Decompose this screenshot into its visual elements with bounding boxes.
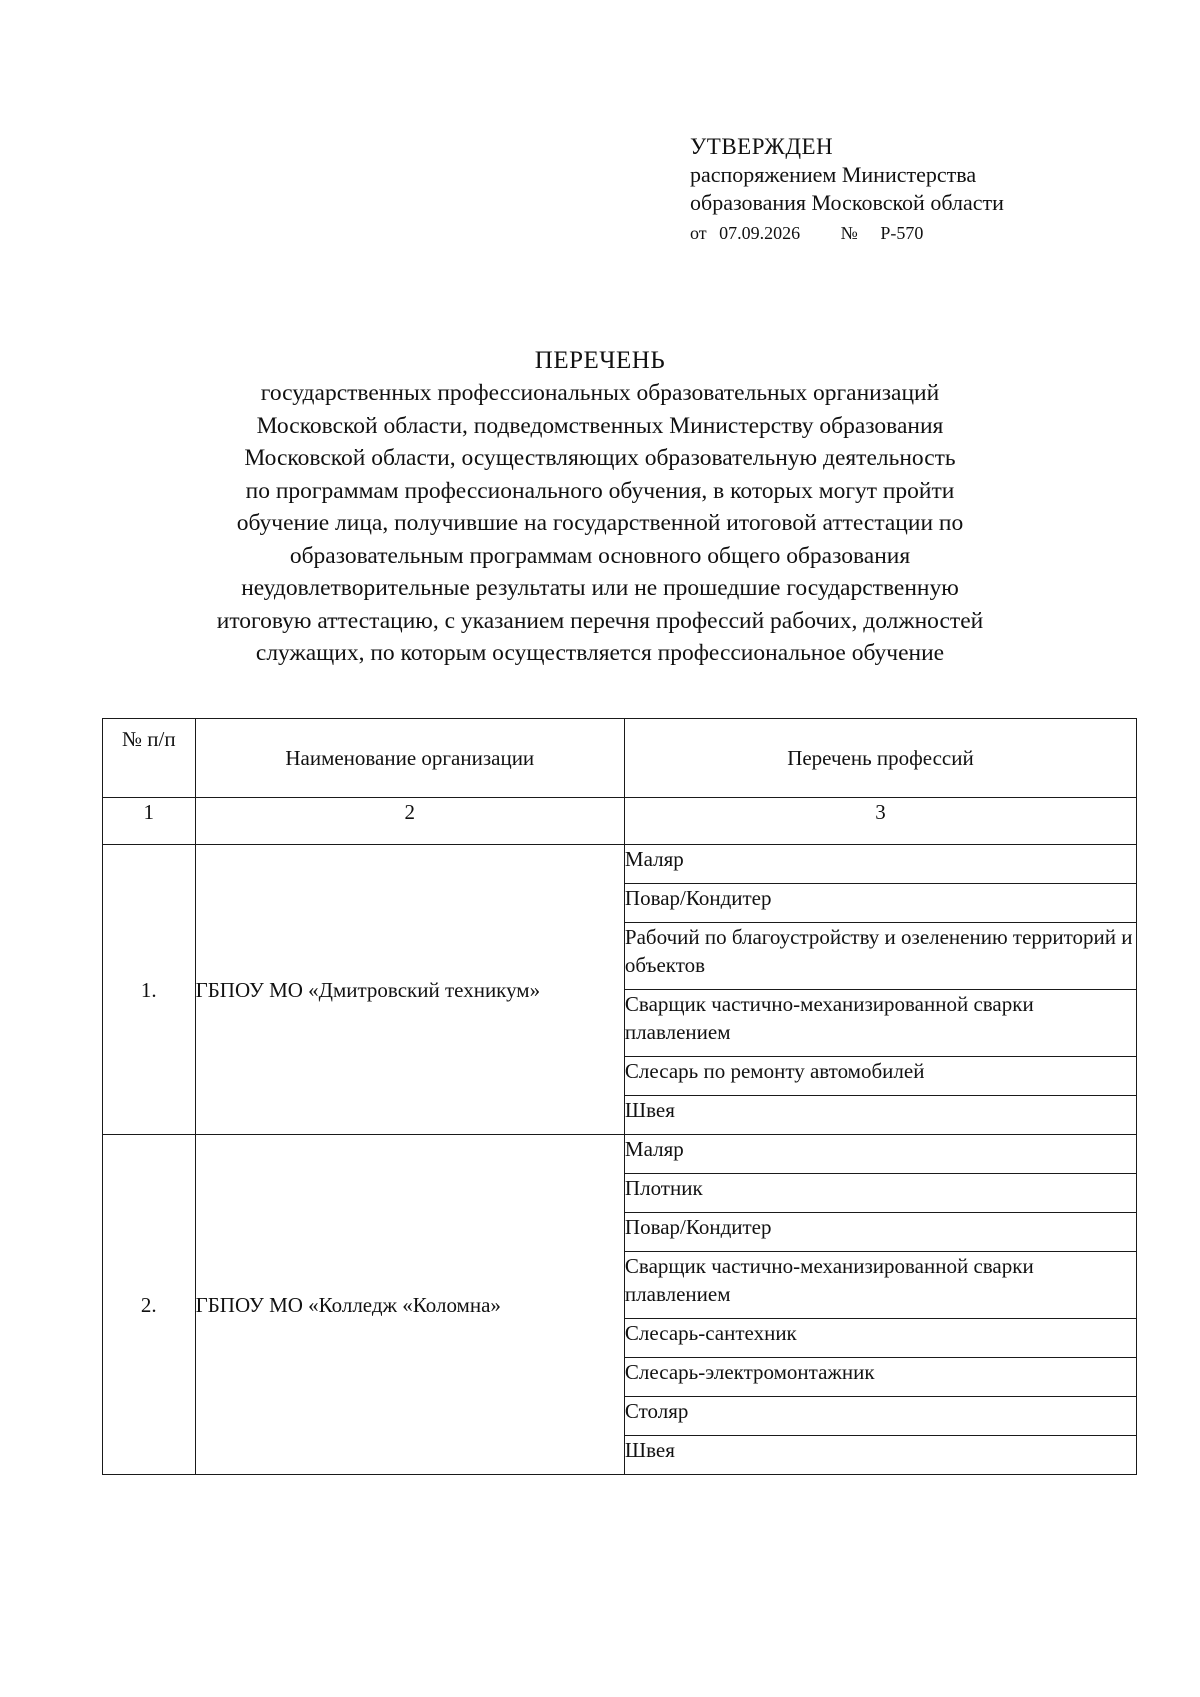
profession-cell: Маляр (624, 1135, 1136, 1174)
table-row (103, 845, 1137, 884)
approval-date: 07.09.2026 (719, 223, 801, 243)
header-professions: Перечень профессий (624, 719, 1136, 798)
profession-cell: Столяр (624, 1397, 1136, 1436)
title-block (100, 345, 1100, 670)
profession-cell: Плотник (624, 1174, 1136, 1213)
document-subtitle (100, 377, 1100, 670)
profession-cell: Швея (624, 1436, 1136, 1475)
table-row (103, 1135, 1137, 1174)
subtitle-line: образовательным программам основного общего образования (289, 542, 911, 569)
subtitle-line: государственных профессиональных образовательных организаций (260, 380, 940, 406)
subtitle-line: Московской области, подведомственных Министерству образования (256, 412, 944, 439)
column-number: 3 (624, 798, 1136, 845)
subtitle-line: по программам профессионального обучения, в которых могут пройти (245, 477, 955, 504)
row-index: 2. (103, 1135, 196, 1475)
header-index: № п/п (103, 719, 196, 798)
profession-cell: Сварщик частично-механизированной сварки плавлением (624, 990, 1136, 1057)
profession-cell: Маляр (624, 845, 1136, 884)
profession-cell: Повар/Кондитер (624, 884, 1136, 923)
profession-cell: Слесарь-электромонтажник (624, 1358, 1136, 1397)
organization-name: ГБПОУ МО «Колледж «Коломна» (195, 1135, 624, 1475)
date-prefix: от (690, 223, 707, 243)
profession-cell: Слесарь по ремонту автомобилей (624, 1057, 1136, 1096)
header-organization: Наименование организации (195, 719, 624, 798)
profession-cell: Повар/Кондитер (624, 1213, 1136, 1252)
subtitle-line: обучение лица, получившие на государственной итоговой аттестации по (236, 510, 964, 536)
approval-date-number (690, 219, 1004, 247)
column-number: 1 (103, 798, 196, 845)
subtitle-line: итоговую аттестацию, с указанием перечня профессий рабочих, должностей (216, 607, 984, 634)
profession-cell: Сварщик частично-механизированной сварки плавлением (624, 1252, 1136, 1319)
row-index: 1. (103, 845, 196, 1135)
profession-cell: Швея (624, 1096, 1136, 1135)
approval-number: Р-570 (880, 223, 924, 243)
approval-line-1: распоряжением Министерства (690, 162, 977, 187)
approval-heading: УТВЕРЖДЕН (690, 134, 834, 159)
organization-name: ГБПОУ МО «Дмитровский техникум» (195, 845, 624, 1135)
number-sign: № (840, 223, 858, 243)
profession-cell: Рабочий по благоустройству и озеленению территорий и объектов (624, 923, 1136, 990)
column-number: 2 (195, 798, 624, 845)
table-header-row (103, 719, 1137, 798)
subtitle-line: Московской области, осуществляющих образовательную деятельность (244, 445, 956, 471)
subtitle-line: служащих, по которым осуществляется профессиональное обучение (255, 640, 945, 666)
organizations-table (102, 718, 1137, 1475)
profession-cell: Слесарь-сантехник (624, 1319, 1136, 1358)
approval-stamp (690, 133, 1004, 247)
subtitle-line: неудовлетворительные результаты или не прошедшие государственную (241, 575, 959, 601)
column-number-row (103, 798, 1137, 845)
approval-line-2: образования Московской области (690, 190, 1004, 215)
document-title: ПЕРЕЧЕНЬ (534, 347, 666, 374)
